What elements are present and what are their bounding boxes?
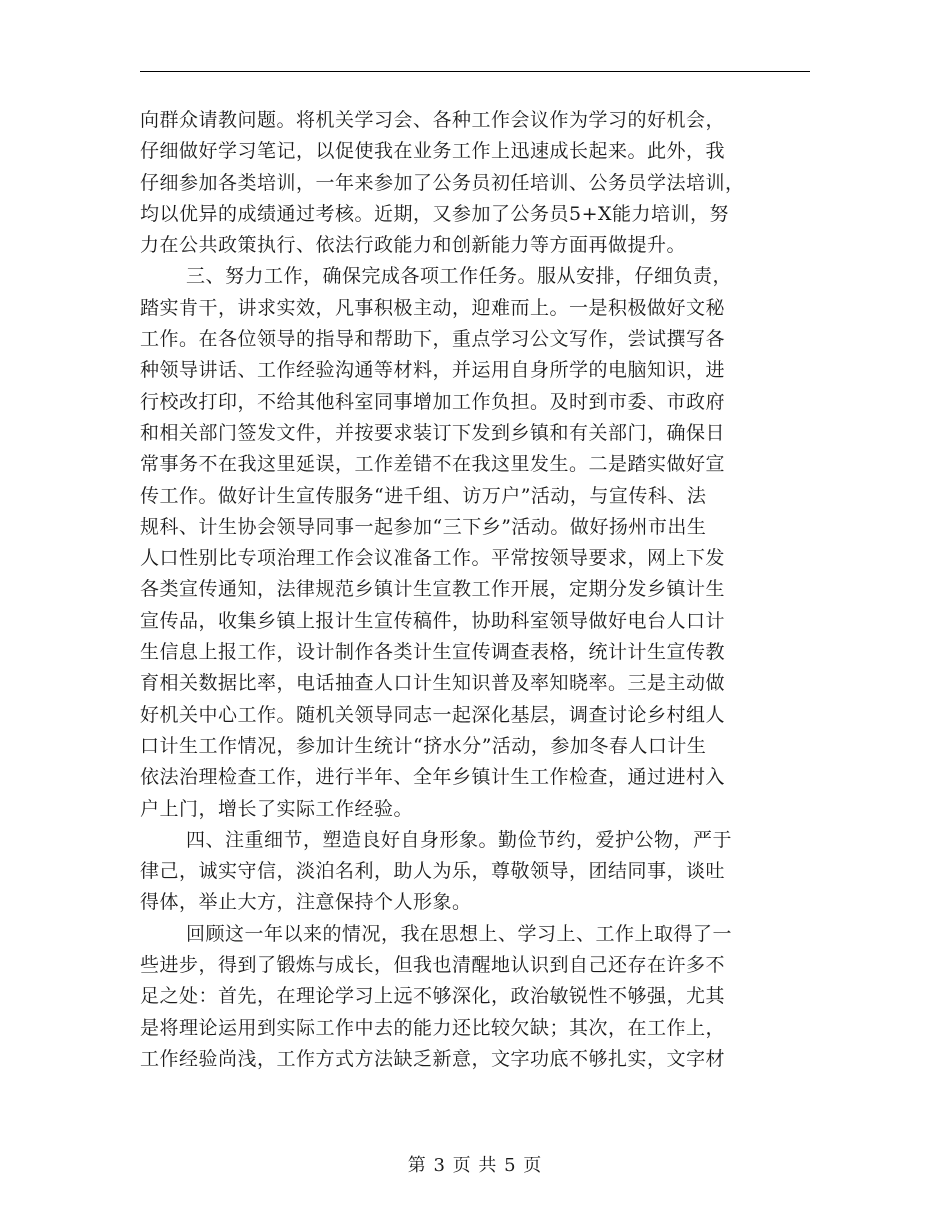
text-line: 三、努力工作，确保完成各项工作任务。服从安排，仔细负责， [186,265,733,288]
text-line: 依法治理检查工作，进行半年、全年乡镇计生工作检查，通过进村入 [140,766,726,789]
header-rule [140,71,810,72]
text-line: 户上门，增长了实际工作经验。 [140,797,414,820]
text-line: 生信息上报工作，设计制作各类计生宣传调查表格，统计计生宣传教 [140,641,726,664]
text-line: 宣传品，收集乡镇上报计生宣传稿件，协助科室领导做好电台人口计 [140,609,726,632]
text-line: 人口性别比专项治理工作会议准备工作。平常按领导要求，网上下发 [140,547,726,570]
text-line: 规科、计生协会领导同事一起参加“三下乡”活动。做好扬州市出生 [140,515,707,538]
text-line: 和相关部门签发文件，并按要求装订下发到乡镇和有关部门，确保日 [140,421,726,444]
text-line: 工作。在各位领导的指导和帮助下，重点学习公文写作，尝试撰写各 [140,328,726,351]
text-line: 种领导讲话、工作经验沟通等材料，并运用自身所学的电脑知识，进 [140,359,726,382]
text-line: 育相关数据比率，电话抽查人口计生知识普及率知晓率。三是主动做 [140,672,726,695]
text-line: 力在公共政策执行、依法行政能力和创新能力等方面再做提升。 [140,234,687,257]
text-line: 行校改打印，不给其他科室同事增加工作负担。及时到市委、市政府 [140,390,726,413]
text-line: 传工作。做好计生宣传服务“进千组、访万户”活动，与宣传科、法 [140,484,707,507]
text-line: 均以优异的成绩通过考核。近期，又参加了公务员5+X能力培训，努 [140,202,730,225]
text-line: 工作经验尚浅，工作方式方法缺乏新意，文字功底不够扎实，文字材 [140,1047,726,1070]
text-line: 仔细做好学习笔记，以促使我在业务工作上迅速成长起来。此外，我 [140,140,726,163]
text-line: 常事务不在我这里延误，工作差错不在我这里发生。二是踏实做好宣 [140,453,726,476]
text-line: 得体，举止大方，注意保持个人形象。 [140,891,472,914]
page-footer [0,1151,950,1177]
text-line: 好机关中心工作。随机关领导同志一起深化基层，调查讨论乡村组人 [140,703,726,726]
text-line: 些进步，得到了锻炼与成长，但我也清醒地认识到自己还存在许多不 [140,954,726,977]
text-line: 各类宣传通知，法律规范乡镇计生宣教工作开展，定期分发乡镇计生 [140,578,726,601]
text-line: 仔细参加各类培训，一年来参加了公务员初任培训、公务员学法培训， [140,171,745,194]
text-line: 四、注重细节，塑造良好自身形象。勤俭节约，爱护公物，严于 [186,828,733,851]
text-line: 是将理论运用到实际工作中去的能力还比较欠缺；其次，在工作上， [140,1016,726,1039]
text-line: 律己，诚实守信，淡泊名利，助人为乐，尊敬领导，团结同事，谈吐 [140,860,726,883]
text-line: 向群众请教问题。将机关学习会、各种工作会议作为学习的好机会， [140,109,726,131]
text-line: 踏实肯干，讲求实效，凡事积极主动，迎难而上。一是积极做好文秘 [140,296,726,319]
text-line: 回顾这一年以来的情况，我在思想上、学习上、工作上取得了一 [186,922,733,945]
document-body [140,105,800,1075]
text-line: 口计生工作情况，参加计生统计“挤水分”活动，参加冬春人口计生 [140,734,707,757]
text-line: 足之处：首先，在理论学习上远不够深化，政治敏锐性不够强，尤其 [140,985,726,1008]
page-number-label: 第 3 页 共 5 页 [407,1155,543,1176]
